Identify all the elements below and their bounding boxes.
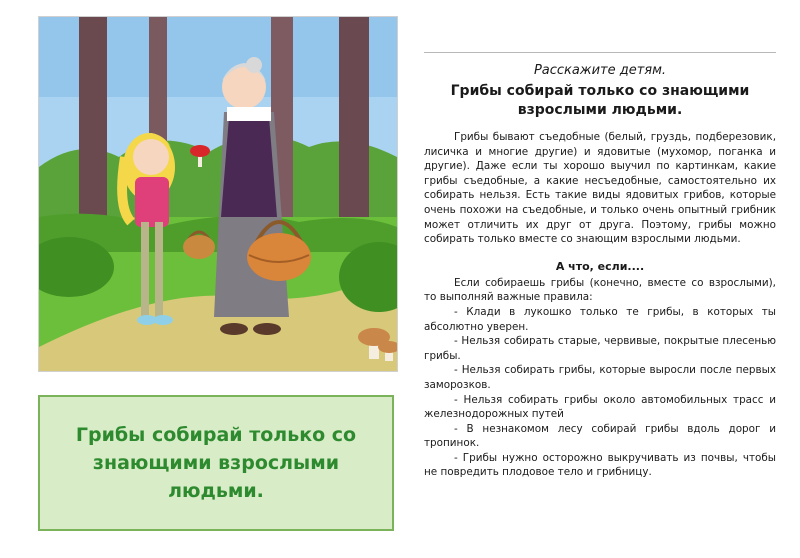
page-heading: Грибы собирай только со знающими взрослыми людьми.	[450, 83, 750, 118]
forest-illustration	[38, 16, 398, 372]
rule-item: - Нельзя собирать старые, червивые, покрытые плесенью грибы.	[424, 335, 776, 362]
rule-item: - В незнакомом лесу собирай грибы вдоль дорог и тропинок.	[424, 422, 776, 450]
caption-text: Грибы собирай только со знающими взрослыми людьми.	[75, 424, 357, 502]
rule-item: - Нельзя собирать грибы, которые выросли после первых заморозков.	[424, 364, 776, 391]
rules-intro: Если собираешь грибы (конечно, вместе со взрослыми), то выполняй важные правила:	[424, 276, 776, 304]
tree-trunk	[79, 17, 107, 247]
rule-item: - Грибы нужно осторожно выкручивать из почвы, чтобы не повредить плодовое тело и грибницу.	[424, 451, 776, 479]
page-binding-edge	[0, 0, 30, 558]
rule-item: - Клади в лукошко только те грибы, в которых ты абсолютно уверен.	[424, 305, 776, 333]
text-column	[424, 62, 776, 480]
intro-text: Расскажите детям.	[533, 63, 667, 78]
caption-box	[38, 395, 394, 531]
main-paragraph: Грибы бывают съедобные (белый, груздь, подберезовик, лисичка и многие другие) и ядовитые (мухомор, поганка и другие). Даже если ты хорошо выучил по картинкам, какие грибы съедобные, а какие несъедобные, самостоятельно их собирать нельзя. Есть такие виды ядовитых грибов, которые очень похожи на съедобные, и только очень опытный грибник может отличить их друг от друга. Поэтому, грибы можно собирать только вместе со знающим взрослыми людьми.	[424, 131, 776, 246]
divider	[424, 52, 776, 53]
rule-item: - Нельзя собирать грибы около автомобильных трасс и железнодорожных путей	[424, 393, 776, 421]
section-subheading: А что, если....	[555, 259, 645, 273]
